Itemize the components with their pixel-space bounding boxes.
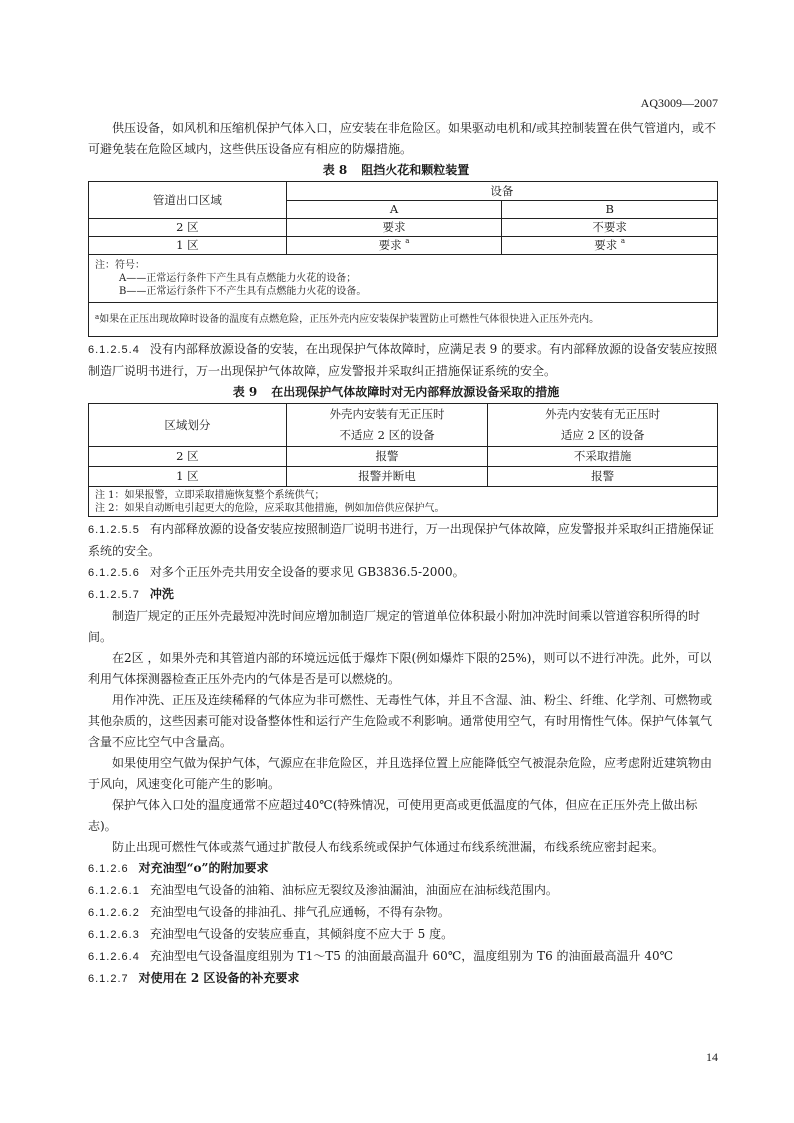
table8-header-zone: 管道出口区域	[89, 182, 287, 219]
clause-text: 充油型电气设备温度组别为 T1～T5 的油面最高温升 60℃，温度组别为 T6 的油面最高温升 40℃	[149, 949, 674, 963]
clause-6-1-2-5-4	[88, 339, 718, 382]
footnote-mark: a	[620, 237, 626, 245]
clause-number: 6.1.2.6.1	[88, 885, 140, 897]
clause-6-1-2-5-6	[88, 562, 718, 584]
clause-title: 对使用在 2 区设备的补充要求	[138, 971, 300, 985]
clause-number: 6.1.2.6.4	[88, 951, 140, 963]
clause-6-1-2-7	[88, 968, 718, 990]
purge-paragraph: 如果使用空气做为保护气体，气源应在非危险区，并且选择位置上应能降低空气被混杂危险，应考虑附近建筑物由于风向，风速变化可能产生的影响。	[88, 756, 713, 791]
table8-header-b: B	[502, 201, 718, 219]
table8-cell-a: 要求	[286, 219, 502, 237]
table8-cell-b	[502, 237, 718, 255]
clause-number: 6.1.2.6.2	[88, 907, 140, 919]
clause-6-1-2-6	[88, 858, 718, 880]
table8-header-equipment: 设备	[286, 182, 717, 201]
table9	[88, 403, 718, 517]
clause-6-1-2-6-2	[88, 902, 718, 924]
clause-number: 6.1.2.5.7	[88, 589, 140, 601]
clause-6-1-2-6-3	[88, 924, 718, 946]
footnote-mark: a	[95, 313, 100, 321]
clause-text: 充油型电气设备的安装应垂直，其倾斜度不应大于 5 度。	[149, 927, 454, 941]
table9-header-a-line1: 外壳内安装有无正压时	[329, 407, 445, 421]
purge-paragraph: 用作冲洗、正压及连续稀释的气体应为非可燃性、无毒性气体，并且不含湿、油、粉尘、纤维、化学剂、可燃物或其他杂质的，这些因素可能对设备整体性和运行产生危险或不利影响。通常使用空气，有时用惰性气体。保护气体氧气含量不应比空气中含量高。	[88, 693, 713, 749]
table8-cell-text: 要求	[594, 238, 618, 252]
table9-cell-a: 报警并断电	[286, 467, 488, 487]
table8-notes	[89, 255, 718, 303]
intro-paragraph: 供压设备，如风机和压缩机保护气体入口，应安装在非危险区。如果驱动电机和/或其控制装置在供气管道内，或不可避免装在危险区域内，这些供压设备应有相应的防爆措施。	[88, 121, 717, 156]
table9-cell-zone: 2 区	[89, 447, 287, 467]
table9-note1: 注 1：如果报警，立即采取措施恢复整个系统供气；	[95, 489, 325, 501]
table8-number: 表 8	[322, 163, 348, 177]
table9-header-a	[286, 404, 488, 447]
table9-notes	[89, 487, 718, 517]
table8-cell-text: 要求	[378, 238, 402, 252]
table8-footnote-text: 如果在正压出现故障时设备的温度有点燃危险，正压外壳内应安装保护装置防止可燃性气体很快进入正压外壳内。	[99, 314, 600, 325]
table8-note-b: B——正常运行条件下不产生具有点燃能力火花的设备。	[119, 286, 367, 297]
table-row	[89, 447, 718, 467]
clause-6-1-2-6-1	[88, 880, 718, 902]
clause-text: 充油型电气设备的排油孔、排气孔应通畅，不得有杂物。	[149, 905, 450, 919]
table8-cell-a	[286, 237, 502, 255]
table-row	[89, 219, 718, 237]
table8-footnote	[89, 303, 718, 337]
table9-header-b	[488, 404, 718, 447]
footnote-mark: a	[405, 237, 410, 245]
table-row	[89, 237, 718, 255]
clause-number: 6.1.2.5.6	[88, 567, 140, 579]
purge-paragraph: 保护气体入口处的温度通常不应超过40℃(特殊情况，可使用更高或更低温度的气体，但应在正压外壳上做出标志)。	[88, 798, 698, 833]
page-number: 14	[706, 1050, 718, 1064]
clause-6-1-2-6-4	[88, 946, 718, 968]
table9-header-a-line2: 不适应 2 区的设备	[339, 428, 435, 442]
clause-title: 对充油型“o”的附加要求	[138, 861, 269, 875]
table9-number: 表 9	[232, 385, 258, 399]
clause-number: 6.1.2.6	[88, 863, 129, 875]
clause-number: 6.1.2.5.5	[88, 524, 140, 536]
table8	[88, 181, 718, 337]
table9-cell-a: 报警	[286, 447, 488, 467]
table8-cell-b: 不要求	[502, 219, 718, 237]
table9-note2: 注 2：如果自动断电引起更大的危险，应采取其他措施，例如加倍供应保护气。	[95, 502, 445, 514]
table9-header-b-line1: 外壳内安装有无正压时	[545, 407, 661, 421]
page-content	[88, 118, 718, 990]
table8-cell-zone: 1 区	[89, 237, 287, 255]
table9-caption: 在出现保护气体故障时对无内部释放源设备采取的措施	[271, 385, 560, 399]
clause-number: 6.1.2.5.4	[88, 344, 140, 356]
purge-paragraph: 在2区 ，如果外壳和其管道内部的环境远远低于爆炸下限(例如爆炸下限的25%)，则可以不进行冲洗。此外，可以利用气体探测器检查正压外壳内的气体是否是可以燃烧的。	[88, 651, 712, 686]
table-row	[89, 467, 718, 487]
table8-header-a: A	[286, 201, 502, 219]
table9-cell-zone: 1 区	[89, 467, 287, 487]
table8-caption: 阻挡火花和颗粒装置	[361, 163, 470, 177]
clause-text: 充油型电气设备的油箱、油标应无裂纹及渗油漏油，油面应在油标线范围内。	[149, 883, 558, 897]
table8-title	[88, 161, 718, 180]
clause-text: 有内部释放源的设备安装应按照制造厂说明书进行，万一出现保护气体故障，应发警报并采取纠正措施保证系统的安全。	[88, 522, 714, 558]
clause-6-1-2-5-5	[88, 519, 718, 562]
table9-header-zone: 区域划分	[89, 404, 287, 447]
clause-number: 6.1.2.6.3	[88, 929, 140, 941]
purge-paragraph: 防止出现可燃性气体或蒸气通过扩散侵人布线系统或保护气体通过布线系统泄漏，布线系统应密封起来。	[112, 840, 665, 854]
clause-title: 冲洗	[149, 587, 174, 601]
table9-cell-b: 报警	[488, 467, 718, 487]
clause-text: 对多个正压外壳共用安全设备的要求见 GB3836.5-2000。	[149, 565, 465, 579]
table8-cell-zone: 2 区	[89, 219, 287, 237]
table9-cell-b: 不采取措施	[488, 447, 718, 467]
table8-note-label: 注：符号：	[95, 260, 145, 271]
table9-header-b-line2: 适应 2 区的设备	[560, 428, 645, 442]
table8-note-a: A——正常运行条件下产生具有点燃能力火花的设备；	[119, 273, 357, 284]
clause-6-1-2-5-7	[88, 584, 718, 606]
table9-title	[88, 383, 718, 402]
purge-paragraph: 制造厂规定的正压外壳最短冲洗时间应增加制造厂规定的管道单位体积最小附加冲洗时间乘以管道容积所得的时间。	[88, 609, 701, 644]
clause-text: 没有内部释放源设备的安装，在出现保护气体故障时，应满足表 9 的要求。有内部释放源的设备安装应按照制造厂说明书进行，万一出现保护气体故障，应发警报并采取纠正措施保证系统的安全。	[88, 342, 718, 378]
doc-code: AQ3009—2007	[640, 96, 718, 110]
clause-number: 6.1.2.7	[88, 973, 129, 985]
